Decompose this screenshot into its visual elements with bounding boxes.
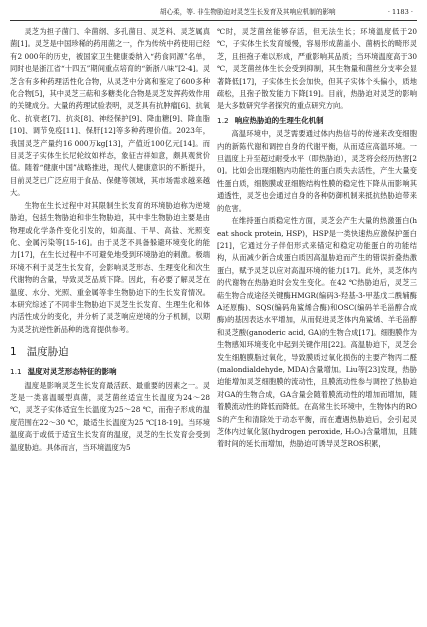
subsection-title: 温度对灵芝形态特征的影响 bbox=[27, 367, 117, 377]
intro-paragraph-2: 生物在生长过程中对其限制生长发育的环境胁迫称为逆境胁迫，包括生物胁迫和非生物胁迫，其中非生物胁迫主要是由物理或化学条件变化引发的，如高温、干旱、高盐、光照变化、金属污染等[15-16]。由于灵芝不具备躲避环境变化的能力[17]，在生长过程中不可避免地受到环境胁迫的刺激。极端环境不利于灵芝生长发育，会影响灵芝形态、生理变化和次生代谢物的含量，导致灵芝品质下降。因此，有必要了解灵芝在温度、水分、光照、重金属等非生物胁迫下的生长发育情况。本研究综述了不同非生物胁迫下灵芝生长发育、生理生化和体内活性成分的变化，并分析了灵芝响应逆境的分子机制，以期为灵芝抗逆性新品种的选育提供参考。 bbox=[10, 200, 210, 334]
page-number: · 1183 · bbox=[387, 8, 413, 16]
section-title: 温度胁迫 bbox=[26, 346, 69, 359]
intro-paragraph-1: 灵芝为担子菌门、伞菌纲、多孔菌目、灵芝科、灵芝属真菌[1]。灵芝是中国珍稀的药用菌之一，作为传统中药使用已经有2 000年的历史，被国家卫生健康委纳入“药食同源”名单，同时也是浙江省“十四五”期间重点培育的“新浙八味”[2-4]。灵芝含有多种药理活性化合物，从灵芝中分离和鉴定了600多种化合物[5]，其中灵芝三萜和多糖类化合物是灵芝发挥药效作用的关键成分。大量的药理试验表明，灵芝具有抗肿瘤[6]、抗氧化、抗衰老[7]、抗炎[8]、神经保护[9]、降血糖[9]、降血脂[10]、调节免疫[11]、保肝[12]等多种药理价值。2023年，我国灵芝产量约16 000万kg[13]，产值近100亿元[14]。而目灵芝子实体生长尼轮纹如样态，象征吉祥如意，颇具观赏价值。随着“健康中国”战略推进，现代人健康意识的不断提升，目前灵芝已广泛应用于食品、保健等领域，其市场需求越来越大。 bbox=[10, 27, 210, 198]
body-paragraph-hsp: 在维持蛋白质稳定性方面，灵芝会产生大量的热激蛋白(heat shock protein, HSP)，HSP是一类快速热应激保护蛋白[21]，它通过分子伴侣形式来锚定和稳定功能蛋白的功能结构，从而减少新合成蛋白质因高温胁迫而产生的错误折叠热激蛋白，赋予灵芝以应对高温环境的能力[17]。此外，灵芝体内的代谢物在热胁迫时会发生变化。在42 ℃热胁迫后，灵芝三萜生物合成途径关键酶HMGR(编码3-羟基-3-甲基戊二酰辅酶A还原酶)、SQS(编码角鲨烯合酶)和OSC(编码羊毛甾醇合成酶)的基因表达水平增加，从而促进灵芝体内角鲨烯、羊毛甾醇和灵芝酸(ganoderic acid, GA)的生物合成[17]。细胞膜作为生物感知环境变化中起到关键作用[22]。高温胁迫下，灵芝会发生细胞膜脂过氧化，导致膜质过氧化损伤的主要产物丙二醛(malondialdehyde, MDA)含量增加。Liu等[23]发现，热胁迫能增加灵芝细胞膜的流动性，且膜流动性参与调控了热胁迫对GA的生物合成，GA含量会随着膜流动性的增加而增加，随着膜流动性的降低而降低。在高常生长环境中，生物体内的ROS的产生和清除处于动态平衡，而在遭遇热胁迫后，会引起灵芝体内过氧化氢(hydrogen peroxide, H₂O₂)含量增加，且随着时间的延长而增加，热胁迫可诱导灵芝ROS积累， bbox=[217, 216, 417, 449]
running-header bbox=[10, 6, 417, 21]
left-column bbox=[10, 26, 210, 454]
subsection-number: 1.2 bbox=[217, 115, 229, 125]
right-column bbox=[217, 26, 417, 451]
body-paragraph-continued: ℃时，灵芝菌丝能够存活，但无法生长；环境温度低于20 ℃，子实体生长发育缓慢，容易形成菌盖小、菌柄长的畸形灵芝，且担孢子难以形成，严重影响其品质；当环境温度高于30 ℃，灵芝菌丝体生长会受到抑制，其生物量和菌丝分支率会显著降低[17]，子实体生长会加快，但其子实体个头偏小，质地疏松，且孢子散发能力下降[19]。目前，热胁迫对灵芝的影响是大多数研究学者探究的重点研究方向。 bbox=[217, 27, 417, 111]
section-number: 1 bbox=[10, 346, 17, 359]
subsection-number: 1.1 bbox=[10, 367, 22, 377]
body-paragraph-temperature: 温度是影响灵芝生长发育最活跃、最重要的因素之一。灵芝是一类喜温暖型真菌，灵芝菌丝适宜生长温度为24～28 ℃，灵芝子实体适宜生长温度为25～28 ℃，而孢子形成的温度范围在22～30 ℃，最适生长温度为25 ℃[18-19]。当环境温度高于或低于适宜生长发育的温度，灵芝的生长发育会受到温度胁迫。具体而言，当环境温度为5 bbox=[10, 380, 210, 452]
subsection-title: 响应热胁迫的生理生化机制 bbox=[234, 115, 324, 125]
subsection-heading-1-1 bbox=[10, 366, 210, 378]
section-heading-1 bbox=[10, 345, 210, 359]
body-paragraph-heat-stress: 高温环境中，灵芝需要通过体内热信号的传递来改变细胞内的新陈代谢和调控自身的代谢平衡，从而适应高温环境。一旦温度上升至超过耐受水平（即热胁迫），灵芝将会经历热害[20]。比如会出现细胞内功能性的蛋白质失去活性，产生大量变性蛋白质，细胞膜或亚细胞结构性膜的稳定性下降从而影响其通透性，灵芝也会通过自身的各种防御机制来抵抗热胁迫带来的危害。 bbox=[217, 129, 417, 213]
subsection-heading-1-2 bbox=[217, 115, 417, 127]
running-title: 胡心柔，等. 非生物胁迫对灵芝生长发育及其响应机制的影响 bbox=[160, 8, 336, 16]
